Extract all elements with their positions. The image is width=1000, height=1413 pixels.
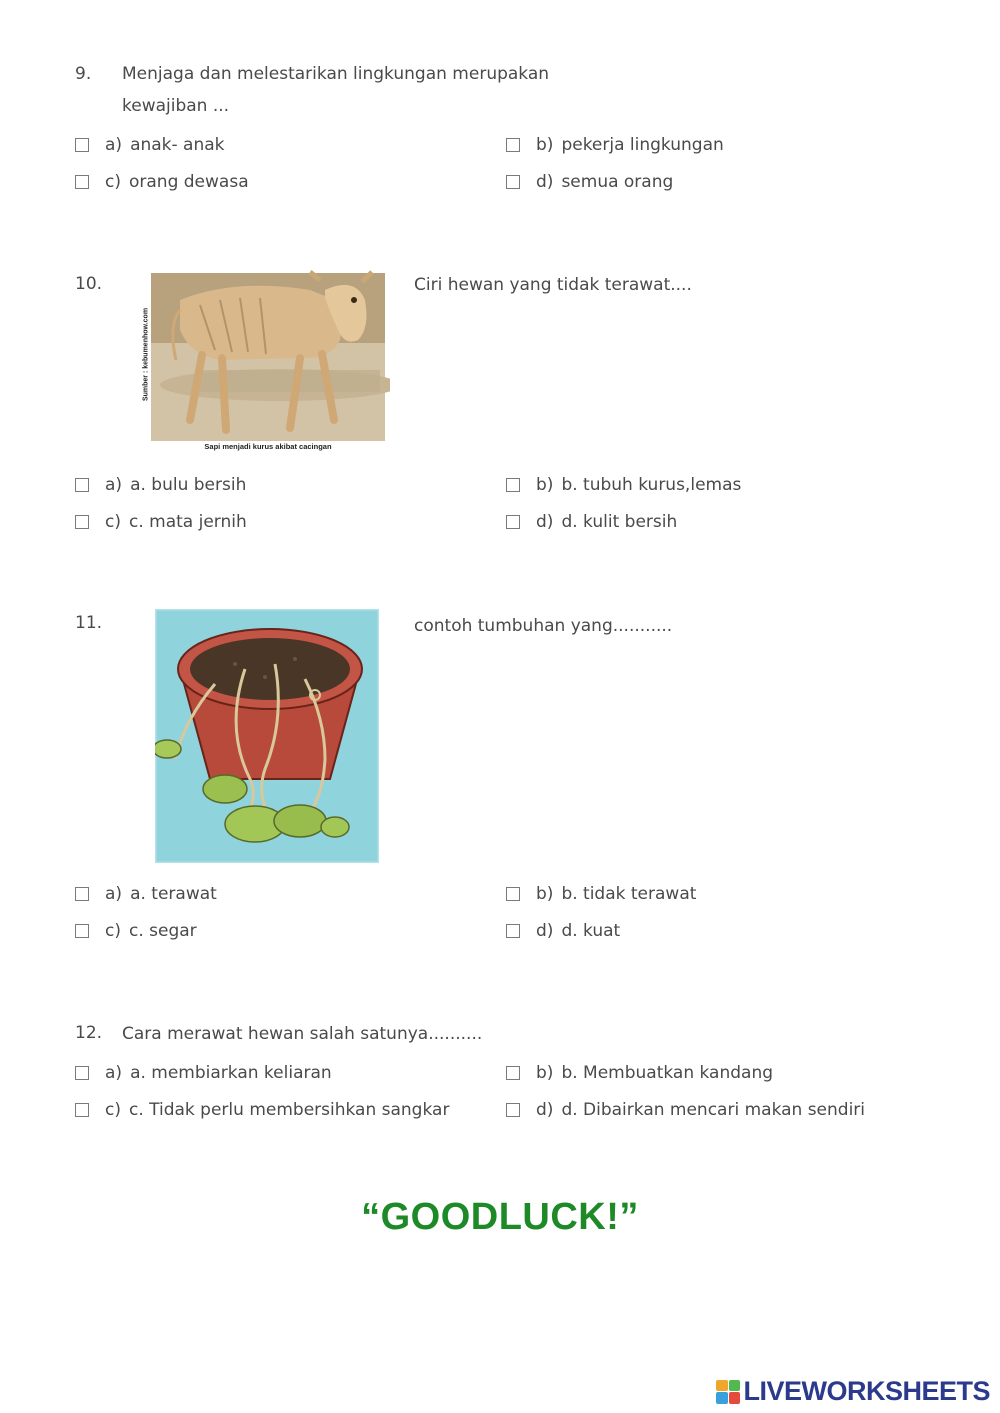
option-letter: a): [105, 135, 123, 155]
q10-option-b[interactable]: [506, 472, 741, 498]
checkbox[interactable]: [506, 1066, 520, 1080]
question-11-number: 11.: [75, 613, 103, 633]
option-letter: a): [105, 1063, 123, 1083]
option-text: d. kulit bersih: [561, 512, 678, 532]
option-letter: d): [536, 921, 554, 941]
cow-illustration: [140, 270, 390, 455]
logo-tile: [729, 1392, 741, 1404]
option-text: d. kuat: [561, 921, 621, 941]
question-11-text: contoh tumbuhan yang...........: [414, 616, 673, 636]
option-letter: c): [105, 1100, 121, 1120]
logo-tile: [729, 1380, 741, 1392]
option-text: pekerja lingkungan: [561, 135, 724, 155]
option-text: orang dewasa: [128, 172, 249, 192]
checkbox[interactable]: [506, 1103, 520, 1117]
checkbox[interactable]: [75, 924, 89, 938]
option-text: c. segar: [128, 921, 197, 941]
option-text: a. bulu bersih: [130, 475, 247, 495]
option-letter: b): [536, 475, 554, 495]
option-text: semua orang: [561, 172, 674, 192]
question-12-text: Cara merawat hewan salah satunya..........: [122, 1024, 483, 1044]
option-text: a. terawat: [130, 884, 217, 904]
checkbox[interactable]: [75, 1066, 89, 1080]
option-letter: d): [536, 1100, 554, 1120]
logo-tile: [716, 1392, 728, 1404]
goodluck-message: “GOODLUCK!”: [361, 1196, 639, 1238]
option-text: b. tidak terawat: [561, 884, 697, 904]
checkbox[interactable]: [75, 478, 89, 492]
option-letter: d): [536, 172, 554, 192]
question-9-text-line2: kewajiban ...: [122, 96, 230, 116]
option-letter: c): [105, 172, 121, 192]
option-text: b. tubuh kurus,lemas: [561, 475, 742, 495]
option-text: a. membiarkan keliaran: [130, 1063, 332, 1083]
checkbox[interactable]: [75, 175, 89, 189]
checkbox[interactable]: [506, 175, 520, 189]
checkbox[interactable]: [506, 887, 520, 901]
option-letter: a): [105, 475, 123, 495]
checkbox[interactable]: [75, 138, 89, 152]
q10-option-d[interactable]: [506, 509, 677, 535]
option-letter: b): [536, 884, 554, 904]
image-caption: Sapi menjadi kurus akibat cacingan: [204, 442, 332, 451]
checkbox[interactable]: [506, 138, 520, 152]
q10-option-c[interactable]: [75, 509, 247, 535]
question-10-text: Ciri hewan yang tidak terawat....: [414, 275, 692, 295]
checkbox[interactable]: [506, 515, 520, 529]
option-text: c. Tidak perlu membersihkan sangkar: [128, 1100, 450, 1120]
option-letter: b): [536, 135, 554, 155]
option-letter: c): [105, 512, 121, 532]
thin-cow-image: [140, 270, 390, 455]
logo-tile: [716, 1380, 728, 1392]
q9-option-a[interactable]: [75, 132, 225, 158]
q12-option-c[interactable]: [75, 1097, 449, 1123]
question-9-text-line1: Menjaga dan melestarikan lingkungan merupakan: [122, 64, 550, 84]
question-12-number: 12.: [75, 1023, 103, 1043]
checkbox[interactable]: [75, 887, 89, 901]
checkbox[interactable]: [506, 478, 520, 492]
q11-option-b[interactable]: [506, 881, 696, 907]
q9-option-b[interactable]: [506, 132, 724, 158]
wilted-plant-image: [155, 609, 379, 863]
option-letter: a): [105, 884, 123, 904]
q12-option-a[interactable]: [75, 1060, 332, 1086]
option-letter: d): [536, 512, 554, 532]
liveworksheets-logo-icon: [716, 1380, 740, 1404]
option-text: d. Dibairkan mencari makan sendiri: [561, 1100, 866, 1120]
image-source-credit: Sumber : kebumenhow.com: [142, 307, 150, 402]
option-text: c. mata jernih: [128, 512, 247, 532]
q12-option-d[interactable]: [506, 1097, 865, 1123]
question-9-number: 9.: [75, 64, 92, 84]
checkbox[interactable]: [506, 924, 520, 938]
q11-option-c[interactable]: [75, 918, 197, 944]
q9-option-d[interactable]: [506, 169, 673, 195]
option-letter: c): [105, 921, 121, 941]
option-text: b. Membuatkan kandang: [561, 1063, 774, 1083]
brand-name: LIVEWORKSHEETS: [743, 1376, 990, 1406]
liveworksheets-brand[interactable]: [716, 1376, 990, 1407]
checkbox[interactable]: [75, 515, 89, 529]
checkbox[interactable]: [75, 1103, 89, 1117]
wilted-plant-illustration: [155, 609, 379, 863]
q9-option-c[interactable]: [75, 169, 249, 195]
q10-option-a[interactable]: [75, 472, 246, 498]
q11-option-d[interactable]: [506, 918, 620, 944]
q12-option-b[interactable]: [506, 1060, 773, 1086]
question-10-number: 10.: [75, 274, 103, 294]
option-text: anak- anak: [130, 135, 225, 155]
q11-option-a[interactable]: [75, 881, 217, 907]
option-letter: b): [536, 1063, 554, 1083]
